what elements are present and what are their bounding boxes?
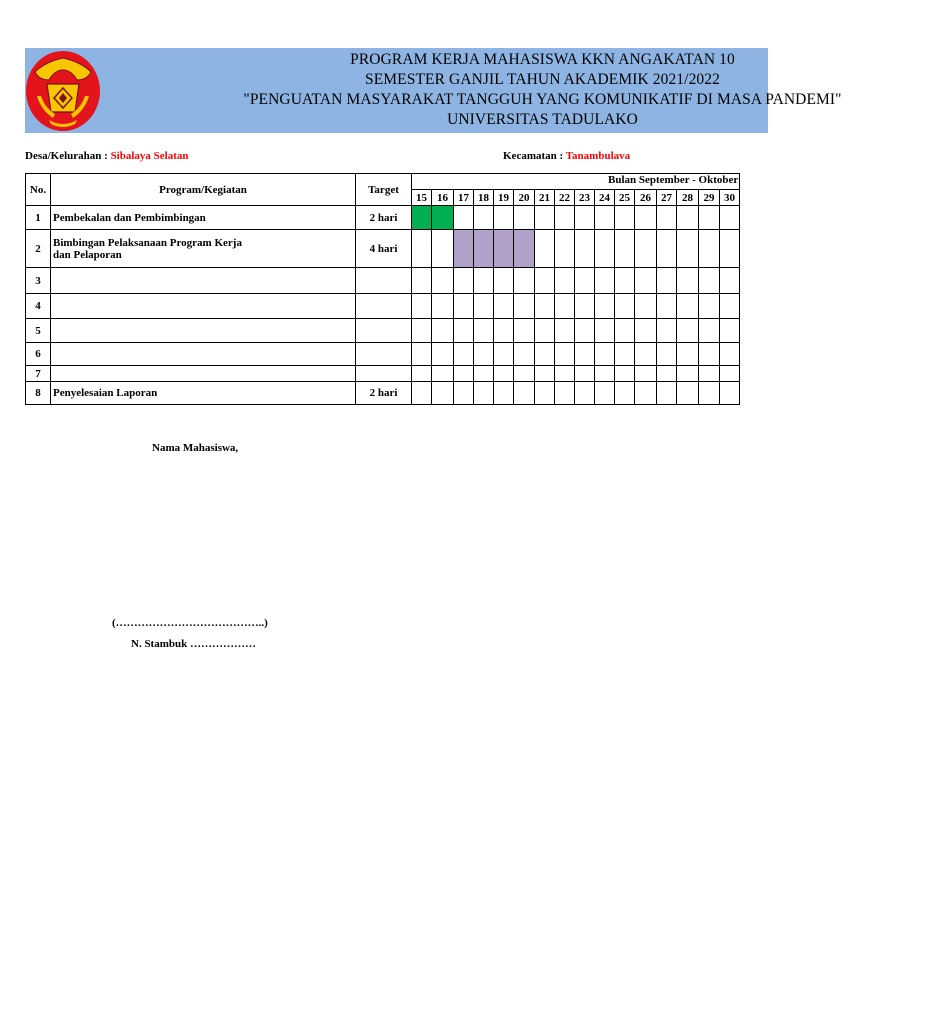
schedule-cell-filled-day-16 (432, 206, 454, 230)
schedule-cell-day-30 (720, 319, 740, 343)
schedule-cell-filled-day-17 (454, 230, 474, 268)
header-title-line-3: "PENGUATAN MASYARAKAT TANGGUH YANG KOMUNIKATIF DI MASA PANDEMI" (243, 91, 842, 108)
schedule-cell-day-24 (595, 319, 615, 343)
row-number: 7 (26, 366, 51, 382)
header-title-line-4: UNIVERSITAS TADULAKO (447, 111, 638, 128)
row-target (356, 268, 412, 294)
schedule-cell-day-17 (454, 268, 474, 294)
table-header-row-1 (26, 174, 740, 190)
month-header (412, 174, 740, 190)
table-row (26, 230, 740, 268)
day-header-18: 18 (474, 190, 494, 206)
schedule-cell-filled-day-15 (412, 206, 432, 230)
schedule-cell-day-24 (595, 382, 615, 405)
desa-label: Desa/Kelurahan : (25, 150, 111, 162)
schedule-cell-day-27 (657, 366, 677, 382)
schedule-cell-day-19 (494, 268, 514, 294)
schedule-cell-day-21 (535, 206, 555, 230)
schedule-cell-day-20 (514, 366, 535, 382)
schedule-cell-day-19 (494, 319, 514, 343)
schedule-cell-day-21 (535, 366, 555, 382)
university-logo (25, 50, 101, 132)
schedule-cell-day-16 (432, 268, 454, 294)
schedule-cell-day-18 (474, 343, 494, 366)
schedule-cell-day-20 (514, 343, 535, 366)
schedule-cell-day-23 (575, 343, 595, 366)
schedule-cell-day-19 (494, 294, 514, 319)
schedule-cell-day-19 (494, 366, 514, 382)
schedule-cell-day-25 (615, 319, 635, 343)
schedule-cell-day-26 (635, 319, 657, 343)
row-target (356, 319, 412, 343)
schedule-cell-day-20 (514, 206, 535, 230)
day-header-20: 20 (514, 190, 535, 206)
day-header-26: 26 (635, 190, 657, 206)
schedule-cell-day-25 (615, 366, 635, 382)
row-number: 8 (26, 382, 51, 405)
row-target (356, 294, 412, 319)
month-label: Bulan September - Oktober (608, 174, 739, 186)
row-number: 1 (26, 206, 51, 230)
schedule-cell-day-29 (699, 268, 720, 294)
schedule-cell-day-16 (432, 230, 454, 268)
schedule-cell-day-26 (635, 268, 657, 294)
day-header-30: 30 (720, 190, 740, 206)
schedule-cell-day-16 (432, 382, 454, 405)
schedule-cell-day-18 (474, 294, 494, 319)
schedule-cell-day-17 (454, 382, 474, 405)
row-target: 2 hari (356, 382, 412, 405)
stambuk-label: N. Stambuk ……………… (131, 638, 256, 650)
schedule-cell-day-26 (635, 294, 657, 319)
day-header-23: 23 (575, 190, 595, 206)
row-program (51, 343, 356, 366)
day-header-16: 16 (432, 190, 454, 206)
schedule-cell-day-24 (595, 230, 615, 268)
signature-line: (…………………………………..) (112, 617, 268, 629)
day-header-24: 24 (595, 190, 615, 206)
schedule-cell-day-20 (514, 268, 535, 294)
schedule-cell-day-23 (575, 382, 595, 405)
student-name-label: Nama Mahasiswa, (152, 442, 239, 454)
row-number: 6 (26, 343, 51, 366)
schedule-cell-day-28 (677, 366, 699, 382)
day-header-28: 28 (677, 190, 699, 206)
row-number: 4 (26, 294, 51, 319)
schedule-cell-day-23 (575, 319, 595, 343)
schedule-cell-day-28 (677, 319, 699, 343)
schedule-cell-day-18 (474, 366, 494, 382)
schedule-cell-day-23 (575, 294, 595, 319)
schedule-cell-day-15 (412, 319, 432, 343)
day-header-15: 15 (412, 190, 432, 206)
schedule-cell-day-29 (699, 319, 720, 343)
kecamatan-label: Kecamatan : (503, 150, 566, 162)
schedule-cell-day-19 (494, 343, 514, 366)
schedule-cell-day-28 (677, 294, 699, 319)
row-program (51, 268, 356, 294)
schedule-cell-day-28 (677, 268, 699, 294)
header-title-line-1: PROGRAM KERJA MAHASISWA KKN ANGAKATAN 10 (350, 51, 735, 68)
schedule-cell-day-27 (657, 382, 677, 405)
header-banner (25, 48, 842, 133)
schedule-cell-day-16 (432, 343, 454, 366)
schedule-cell-day-25 (615, 206, 635, 230)
schedule-cell-day-18 (474, 319, 494, 343)
row-number: 3 (26, 268, 51, 294)
schedule-cell-day-25 (615, 382, 635, 405)
schedule-cell-day-22 (555, 268, 575, 294)
schedule-cell-day-29 (699, 206, 720, 230)
schedule-cell-day-22 (555, 294, 575, 319)
row-program: Penyelesaian Laporan (51, 382, 356, 405)
schedule-cell-day-30 (720, 230, 740, 268)
work-plan-table (25, 173, 740, 405)
table-row (26, 366, 740, 382)
schedule-cell-day-22 (555, 343, 575, 366)
row-program: Bimbingan Pelaksanaan Program Kerja dan Pelaporan (51, 230, 356, 268)
schedule-cell-day-25 (615, 268, 635, 294)
schedule-cell-day-23 (575, 206, 595, 230)
schedule-cell-day-30 (720, 366, 740, 382)
column-header-no: No. (26, 174, 51, 206)
schedule-cell-day-28 (677, 343, 699, 366)
schedule-cell-day-21 (535, 319, 555, 343)
schedule-cell-day-15 (412, 366, 432, 382)
row-number: 5 (26, 319, 51, 343)
column-header-target: Target (356, 174, 412, 206)
kecamatan-info (503, 150, 630, 162)
row-target (356, 366, 412, 382)
row-target: 2 hari (356, 206, 412, 230)
table-row (26, 294, 740, 319)
table-row (26, 268, 740, 294)
day-header-29: 29 (699, 190, 720, 206)
schedule-cell-day-29 (699, 382, 720, 405)
table-row (26, 206, 740, 230)
schedule-cell-day-19 (494, 206, 514, 230)
column-header-program: Program/Kegiatan (51, 174, 356, 206)
schedule-cell-day-29 (699, 343, 720, 366)
day-header-22: 22 (555, 190, 575, 206)
schedule-cell-day-27 (657, 294, 677, 319)
schedule-cell-day-15 (412, 268, 432, 294)
schedule-cell-day-19 (494, 382, 514, 405)
day-header-25: 25 (615, 190, 635, 206)
schedule-cell-day-15 (412, 230, 432, 268)
schedule-cell-day-25 (615, 230, 635, 268)
schedule-cell-day-23 (575, 366, 595, 382)
schedule-cell-day-24 (595, 206, 615, 230)
schedule-cell-day-28 (677, 230, 699, 268)
schedule-cell-filled-day-20 (514, 230, 535, 268)
schedule-cell-day-24 (595, 294, 615, 319)
row-program (51, 319, 356, 343)
schedule-cell-day-26 (635, 382, 657, 405)
schedule-cell-filled-day-19 (494, 230, 514, 268)
schedule-cell-day-27 (657, 343, 677, 366)
schedule-cell-day-21 (535, 268, 555, 294)
table-row (26, 319, 740, 343)
table-row (26, 343, 740, 366)
schedule-cell-day-23 (575, 230, 595, 268)
schedule-cell-day-23 (575, 268, 595, 294)
schedule-cell-day-22 (555, 366, 575, 382)
kecamatan-value: Tanambulava (565, 150, 631, 162)
schedule-cell-day-24 (595, 268, 615, 294)
schedule-cell-day-30 (720, 268, 740, 294)
schedule-cell-day-16 (432, 319, 454, 343)
schedule-cell-day-16 (432, 366, 454, 382)
schedule-cell-day-27 (657, 206, 677, 230)
row-program (51, 294, 356, 319)
schedule-cell-day-21 (535, 294, 555, 319)
schedule-cell-day-18 (474, 382, 494, 405)
schedule-cell-day-30 (720, 206, 740, 230)
day-header-27: 27 (657, 190, 677, 206)
schedule-cell-day-18 (474, 206, 494, 230)
schedule-cell-day-26 (635, 366, 657, 382)
schedule-cell-day-26 (635, 230, 657, 268)
schedule-cell-day-22 (555, 206, 575, 230)
row-target (356, 343, 412, 366)
schedule-cell-day-25 (615, 343, 635, 366)
row-program (51, 366, 356, 382)
table-row (26, 382, 740, 405)
schedule-cell-day-29 (699, 230, 720, 268)
schedule-cell-day-30 (720, 294, 740, 319)
schedule-cell-day-15 (412, 343, 432, 366)
schedule-cell-day-22 (555, 382, 575, 405)
schedule-cell-day-22 (555, 319, 575, 343)
schedule-cell-day-27 (657, 319, 677, 343)
schedule-cell-day-20 (514, 382, 535, 405)
schedule-cell-day-17 (454, 319, 474, 343)
schedule-cell-day-30 (720, 343, 740, 366)
desa-value: Sibalaya Selatan (110, 150, 189, 162)
schedule-cell-day-26 (635, 343, 657, 366)
day-header-17: 17 (454, 190, 474, 206)
schedule-cell-day-21 (535, 343, 555, 366)
day-header-21: 21 (535, 190, 555, 206)
schedule-cell-filled-day-18 (474, 230, 494, 268)
schedule-cell-day-24 (595, 366, 615, 382)
schedule-cell-day-21 (535, 382, 555, 405)
schedule-cell-day-26 (635, 206, 657, 230)
schedule-cell-day-17 (454, 343, 474, 366)
desa-info (25, 150, 189, 162)
schedule-cell-day-27 (657, 268, 677, 294)
schedule-cell-day-24 (595, 343, 615, 366)
schedule-cell-day-27 (657, 230, 677, 268)
schedule-cell-day-25 (615, 294, 635, 319)
schedule-cell-day-30 (720, 382, 740, 405)
row-number: 2 (26, 230, 51, 268)
schedule-cell-day-17 (454, 206, 474, 230)
row-target: 4 hari (356, 230, 412, 268)
schedule-cell-day-28 (677, 382, 699, 405)
schedule-cell-day-18 (474, 268, 494, 294)
schedule-cell-day-29 (699, 294, 720, 319)
day-header-19: 19 (494, 190, 514, 206)
header-title-line-2: SEMESTER GANJIL TAHUN AKADEMIK 2021/2022 (365, 71, 720, 88)
row-program: Pembekalan dan Pembimbingan (51, 206, 356, 230)
header-title-block (145, 50, 945, 130)
schedule-cell-day-16 (432, 294, 454, 319)
schedule-cell-day-22 (555, 230, 575, 268)
schedule-cell-day-20 (514, 294, 535, 319)
schedule-cell-day-17 (454, 366, 474, 382)
schedule-cell-day-15 (412, 294, 432, 319)
schedule-cell-day-21 (535, 230, 555, 268)
schedule-cell-day-17 (454, 294, 474, 319)
schedule-cell-day-15 (412, 382, 432, 405)
schedule-cell-day-29 (699, 366, 720, 382)
schedule-cell-day-28 (677, 206, 699, 230)
schedule-cell-day-20 (514, 319, 535, 343)
